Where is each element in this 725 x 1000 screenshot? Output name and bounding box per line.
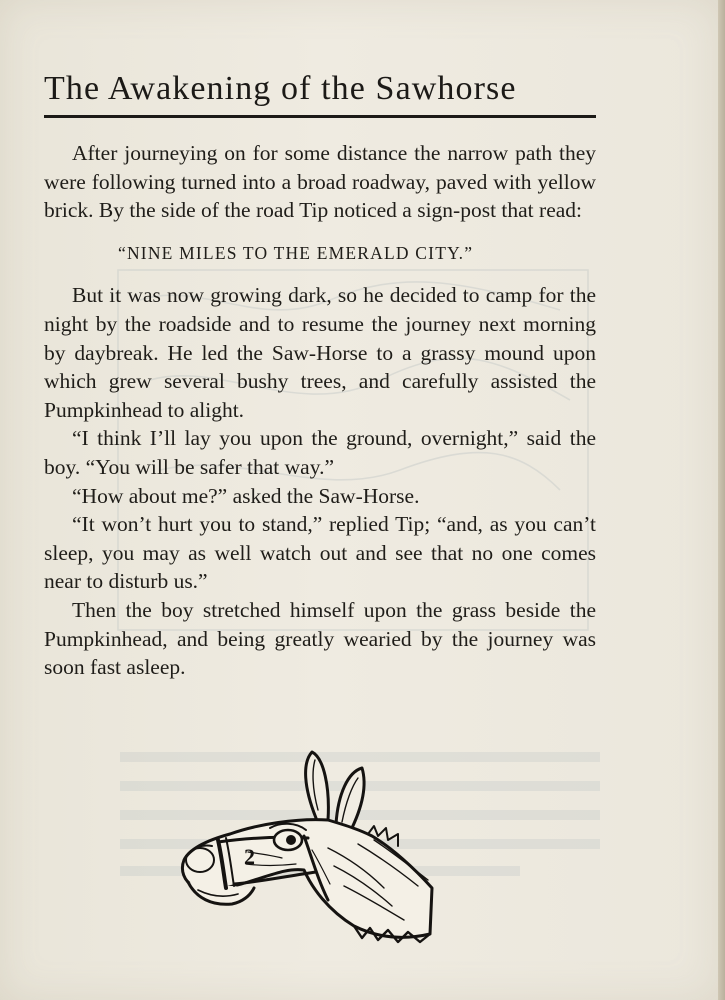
paragraph-3: “I think I’ll lay you upon the ground, overnight,” said the boy. “You will be safer that way.” (44, 426, 596, 479)
muzzle-number: 2 (244, 844, 255, 869)
sawhorse-head-illustration (178, 748, 440, 948)
title-underline (44, 115, 596, 118)
chapter-title: The Awakening of the Sawhorse (44, 70, 517, 107)
sign-post-text: “NINE MILES TO THE EMERALD CITY.” (118, 242, 474, 263)
paragraph-5: “It won’t hurt you to stand,” replied Tip; “and, as you can’t sleep, you may as well watch out and see that no one comes near to disturb us.” (44, 512, 596, 594)
page-edge (718, 0, 725, 1000)
paragraph-6: Then the boy stretched himself upon the grass beside the Pumpkinhead, and being greatly wearied by the journey was soon fast asleep. (44, 597, 596, 680)
paragraph-1: After journeying on for some distance the narrow path they were following turned into a broad roadway, paved with yellow brick. By the side of the road Tip noticed a sign-post that read: (44, 141, 596, 223)
chapter-body (44, 139, 596, 682)
paragraph-4: “How about me?” asked the Saw-Horse. (72, 483, 420, 508)
paragraph-2: But it was now growing dark, so he decided to camp for the night by the roadside and to resume the journey next morning by daybreak. He led the Saw-Horse to a grassy mound upon which grew several bushy trees, and carefully assisted the Pumpkinhead to alight. (44, 283, 596, 422)
